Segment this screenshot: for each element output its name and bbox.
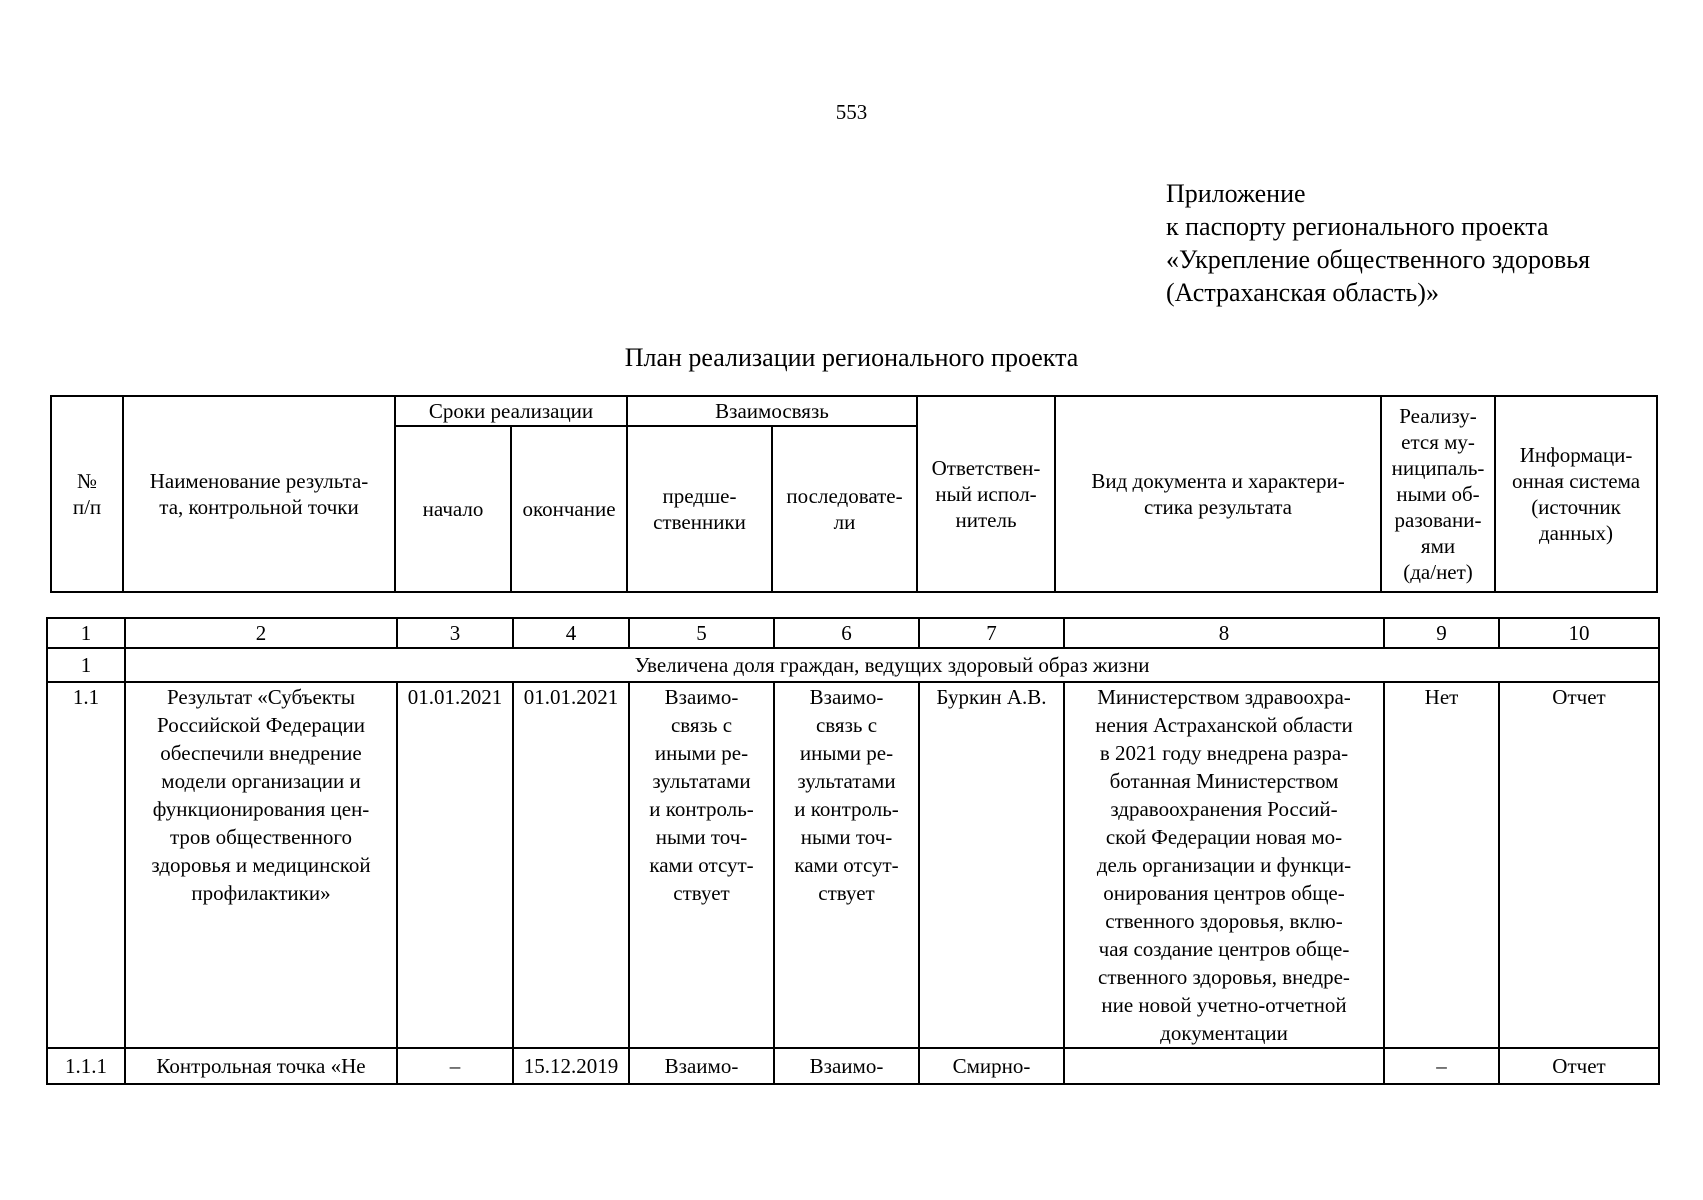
row-municipal: Нет: [1384, 682, 1499, 1048]
table-row: [47, 1048, 1659, 1084]
header-municipal: Реализу- ется му- ниципаль- ными об- разовани- ями (да/нет): [1381, 396, 1495, 592]
plan-header-table: [50, 395, 1658, 593]
column-number: 5: [629, 618, 774, 648]
column-number-row: [47, 618, 1659, 648]
row-name: Контрольная точка «Не: [125, 1048, 397, 1084]
column-number: 4: [513, 618, 629, 648]
appendix-header: [1166, 177, 1686, 309]
header-info-system: Информаци- онная система (источник данных): [1495, 396, 1657, 592]
section-number: 1: [47, 648, 125, 682]
column-number: 8: [1064, 618, 1384, 648]
row-responsible: Смирно-: [919, 1048, 1064, 1084]
row-start-date: –: [397, 1048, 513, 1084]
column-number: 1: [47, 618, 125, 648]
row-responsible: Буркин А.В.: [919, 682, 1064, 1048]
column-number: 10: [1499, 618, 1659, 648]
row-predecessors: Взаимо- связь с иными ре- зультатами и контроль- ными точ- ками отсут- ствует: [629, 682, 774, 1048]
column-number: 7: [919, 618, 1064, 648]
row-successors: Взаимо- связь с иными ре- зультатами и контроль- ными точ- ками отсут- ствует: [774, 682, 919, 1048]
page-number: 553: [835, 100, 868, 124]
header-number: № п/п: [51, 396, 123, 592]
appendix-line-3: «Укрепление общественного здоровья: [1166, 245, 1591, 274]
header-start: начало: [395, 426, 511, 592]
row-info-system: Отчет: [1499, 1048, 1659, 1084]
header-responsible: Ответствен- ный испол- нитель: [917, 396, 1055, 592]
header-terms-group: Сроки реализации: [395, 396, 627, 426]
row-start-date: 01.01.2021: [397, 682, 513, 1048]
row-number: 1.1.1: [47, 1048, 125, 1084]
section-title: Увеличена доля граждан, ведущих здоровый образ жизни: [125, 648, 1659, 682]
appendix-line-4: (Астраханская область)»: [1166, 278, 1439, 307]
column-number: 9: [1384, 618, 1499, 648]
column-number: 2: [125, 618, 397, 648]
column-number: 3: [397, 618, 513, 648]
row-name: Результат «Субъекты Российской Федерации обеспечили внедрение модели организации и функционирования цен- тров общественного здоровья и медицинской профилактики»: [125, 682, 397, 1048]
column-number: 6: [774, 618, 919, 648]
appendix-line-2: к паспорту регионального проекта: [1166, 212, 1549, 241]
row-number: 1.1: [47, 682, 125, 1048]
row-info-system: Отчет: [1499, 682, 1659, 1048]
header-successors: последовате- ли: [772, 426, 917, 592]
row-document: Министерством здравоохра- нения Астраханской области в 2021 году внедрена разра- ботанная Министерством здравоохранения Россий- ской Федерации новая мо- дель организации и функци- онирования центров обще- ственного здоровья, вклю- чая создание центров обще- ственного здоровья, внедре- ние новой учетно-отчетной документации: [1064, 682, 1384, 1048]
header-document: Вид документа и характери- стика результата: [1055, 396, 1381, 592]
plan-body-table: [46, 617, 1660, 1085]
header-name: Наименование результа- та, контрольной точки: [123, 396, 395, 592]
row-end-date: 01.01.2021: [513, 682, 629, 1048]
appendix-line-1: Приложение: [1166, 179, 1306, 208]
header-end: окончание: [511, 426, 627, 592]
row-predecessors: Взаимо-: [629, 1048, 774, 1084]
plan-title: План реализации регионального проекта: [624, 343, 1079, 372]
section-row: [47, 648, 1659, 682]
row-municipal: –: [1384, 1048, 1499, 1084]
row-document: [1064, 1048, 1384, 1084]
row-successors: Взаимо-: [774, 1048, 919, 1084]
header-predecessors: предше- ственники: [627, 426, 772, 592]
row-end-date: 15.12.2019: [513, 1048, 629, 1084]
table-row: [47, 682, 1659, 1048]
header-relation-group: Взаимосвязь: [627, 396, 917, 426]
